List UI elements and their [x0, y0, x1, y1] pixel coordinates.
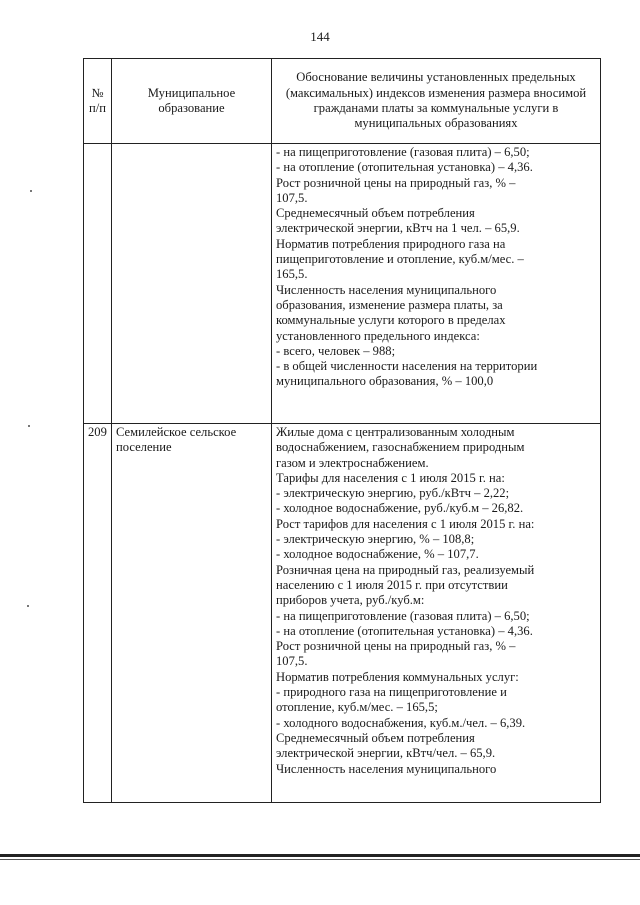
justification-line: - всего, человек – 988; — [276, 343, 396, 358]
justification-line: газом и электроснабжением. — [276, 455, 429, 470]
justification-line: - на отопление (отопительная установка) – 4,36. — [276, 623, 533, 638]
page-number: 144 — [310, 29, 330, 44]
row-justification-cell — [272, 144, 601, 424]
row-number-cell: 209 — [84, 424, 112, 803]
justification-line: муниципального образования, % – 100,0 — [276, 374, 494, 389]
justification-line: - на пищеприготовление (газовая плита) – 6,50; — [276, 145, 530, 159]
justification-line: приборов учета, руб./куб.м: — [276, 593, 425, 608]
justification-line: Численность населения муниципального — [276, 282, 497, 297]
header-number: № п/п — [84, 59, 112, 144]
justification-line: - холодное водоснабжение, руб./куб.м – 26,82. — [276, 501, 524, 516]
table-header-row — [84, 59, 601, 144]
header-justification: Обоснование величины установленных предельных (максимальных) индексов изменения размера вносимой гражданами платы за коммунальные услуги в муниципальных образованиях — [272, 59, 601, 144]
justification-line: - электрическую энергию, руб./кВтч – 2,22; — [276, 486, 510, 501]
header-municipality: Муниципальное образование — [112, 59, 272, 144]
justification-line: - на пищеприготовление (газовая плита) – 6,50; — [276, 608, 530, 623]
justification-line: - электрическую энергию, % – 108,8; — [276, 532, 475, 547]
justification-line: электрической энергии, кВтч/чел. – 65,9. — [276, 746, 496, 761]
row-municipality-cell — [112, 144, 272, 424]
justification-line: отопление, куб.м/мес. – 165,5; — [276, 700, 438, 715]
table-row — [84, 144, 601, 424]
justification-line: Среднемесячный объем потребления — [276, 730, 475, 745]
justification-line: установленного предельного индекса: — [276, 328, 480, 343]
justification-line: водоснабжением, газоснабжением природным — [276, 440, 525, 455]
justification-line: 107,5. — [276, 190, 308, 205]
justification-line: Норматив потребления природного газа на — [276, 236, 506, 251]
scan-speck — [27, 605, 29, 607]
justification-line: образования, изменение размера платы, за — [276, 297, 503, 312]
justification-line: 107,5. — [276, 654, 308, 669]
justification-line: Рост тарифов для населения с 1 июля 2015 г. на: — [276, 516, 535, 531]
page-bottom-rule-thin — [0, 859, 640, 860]
justification-line: - природного газа на пищеприготовление и — [276, 685, 507, 700]
justification-line: - на отопление (отопительная установка) – 4,36. — [276, 160, 533, 175]
justification-line: электрической энергии, кВтч на 1 чел. – 65,9. — [276, 221, 520, 236]
justification-line: - в общей численности населения на территории — [276, 359, 538, 374]
justification-line: - холодное водоснабжение, % – 107,7. — [276, 547, 479, 562]
page-bottom-rule — [0, 854, 640, 857]
justification-line: Рост розничной цены на природный газ, % – — [276, 639, 516, 654]
justification-line: Численность населения муниципального — [276, 761, 497, 776]
row-number-cell — [84, 144, 112, 424]
table-row — [84, 424, 601, 803]
justification-line: Тарифы для населения с 1 июля 2015 г. на: — [276, 470, 505, 485]
justification-line: пищеприготовление и отопление, куб.м/мес. – — [276, 252, 524, 267]
justification-line: коммунальные услуги которого в пределах — [276, 313, 506, 328]
justification-line: Рост розничной цены на природный газ, % – — [276, 175, 516, 190]
row-municipality-cell: Семилейское сельское поселение — [112, 424, 272, 803]
justification-line: Жилые дома с централизованным холодным — [276, 425, 515, 439]
justification-line: - холодного водоснабжения, куб.м./чел. – 6,39. — [276, 715, 526, 730]
justification-line: Среднемесячный объем потребления — [276, 206, 475, 221]
tariff-justification-table — [83, 58, 601, 803]
justification-line: населению с 1 июля 2015 г. при отсутствии — [276, 577, 508, 592]
justification-line: Розничная цена на природный газ, реализуемый — [276, 562, 535, 577]
justification-line: Норматив потребления коммунальных услуг: — [276, 669, 519, 684]
scan-speck — [30, 190, 32, 192]
justification-line: 165,5. — [276, 267, 308, 282]
scan-speck — [28, 425, 30, 427]
row-justification-cell — [272, 424, 601, 803]
